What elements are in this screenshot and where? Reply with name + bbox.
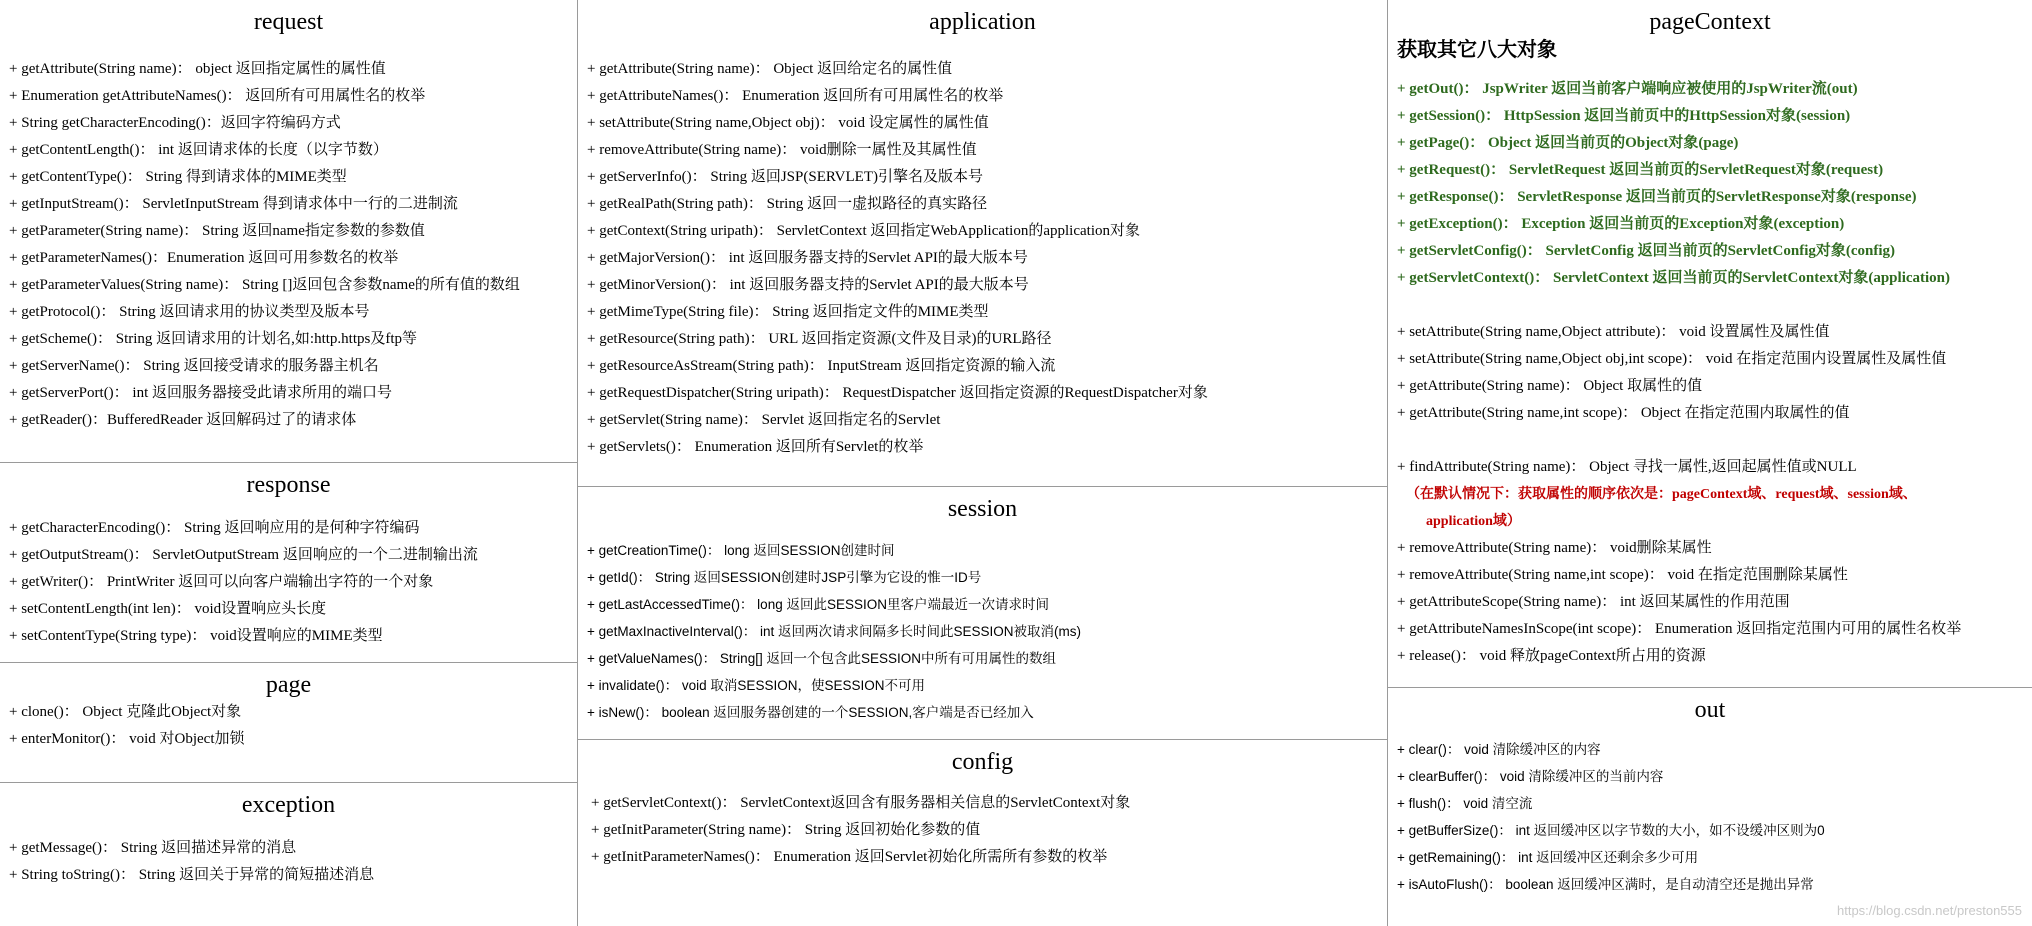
method-item: + getParameterNames()：Enumeration 返回可用参数名的枚举 (9, 250, 399, 266)
method-item: + getRequest()： ServletRequest 返回当前页的ServletRequest对象(request) (1397, 162, 1884, 178)
method-item: + setContentType(String type)： void设置响应的MIME类型 (9, 628, 383, 644)
config-box (578, 740, 1387, 926)
method-item: + removeAttribute(String name,int scope)： void 在指定范围删除某属性 (1397, 567, 1848, 583)
session-box (578, 487, 1387, 740)
method-item: + getMaxInactiveInterval()： int 返回两次请求间隔多长时间此SESSION被取消(ms) (587, 624, 1081, 639)
method-item: + release()： void 释放pageContext所占用的资源 (1397, 648, 1706, 664)
method-item: + String toString()： String 返回关于异常的简短描述消息 (9, 867, 375, 883)
response-list (0, 515, 577, 650)
method-item: + getParameterValues(String name)： String []返回包含参数name的所有值的数组 (9, 277, 520, 293)
application-list (578, 56, 1387, 461)
method-item: + getServerName()： String 返回接受请求的服务器主机名 (9, 358, 379, 374)
method-item: + getInputStream()： ServletInputStream 得到请求体中一行的二进制流 (9, 196, 458, 212)
method-item: + getMimeType(String file)： String 返回指定文件的MIME类型 (587, 304, 989, 320)
method-item: + getRealPath(String path)： String 返回一虚拟路径的真实路径 (587, 196, 988, 212)
method-item: + getAttribute(String name)： Object 返回给定名的属性值 (587, 61, 953, 77)
method-item: + getServletContext()： ServletContext 返回当前页的ServletContext对象(application) (1397, 270, 1951, 286)
method-item: + Enumeration getAttributeNames()： 返回所有可用属性名的枚举 (9, 88, 426, 104)
pagecontext-box (1388, 0, 2032, 688)
method-item: + getException()： Exception 返回当前页的Exception对象(exception) (1397, 216, 1845, 232)
method-item: + removeAttribute(String name)： void删除某属性 (1397, 540, 1712, 556)
pagecontext-subtitle: 获取其它八大对象 (1397, 39, 1557, 61)
method-item: + getAttribute(String name,int scope)： Object 在指定范围内取属性的值 (1397, 405, 1850, 421)
method-item: + getPage()： Object 返回当前页的Object对象(page) (1397, 135, 1739, 151)
method-item: + getResourceAsStream(String path)： InputStream 返回指定资源的输入流 (587, 358, 1056, 374)
out-title: out (1694, 697, 1726, 723)
method-item: + clone()： Object 克隆此Object对象 (9, 704, 242, 720)
method-item: + enterMonitor()： void 对Object加锁 (9, 731, 245, 747)
method-item: + flush()： void 清空流 (1397, 796, 1533, 811)
pagecontext-remove-list (1388, 535, 2032, 670)
method-item: + invalidate()： void 取消SESSION，使SESSION不可用 (587, 678, 925, 693)
method-item: + getReader()：BufferedReader 返回解码过了的请求体 (9, 412, 357, 428)
method-item: + getServerInfo()： String 返回JSP(SERVLET)引擎名及版本号 (587, 169, 983, 185)
method-item: + removeAttribute(String name)： void删除一属性及其属性值 (587, 142, 977, 158)
method-item: + setContentLength(int len)： void设置响应头长度 (9, 601, 327, 617)
method-item: + getInitParameterNames()： Enumeration 返回Servlet初始化所需所有参数的枚举 (591, 849, 1108, 865)
method-item: + getContentType()： String 得到请求体的MIME类型 (9, 169, 347, 185)
method-item: + getLastAccessedTime()： long 返回此SESSION里客户端最近一次请求时间 (587, 597, 1049, 612)
method-item: + getProtocol()： String 返回请求用的协议类型及版本号 (9, 304, 370, 320)
pagecontext-attribute-list (1388, 319, 2032, 427)
page-list (0, 699, 577, 753)
method-item: + getContentLength()： int 返回请求体的长度（以字节数） (9, 142, 388, 158)
method-item: + getServerPort()： int 返回服务器接受此请求所用的端口号 (9, 385, 393, 401)
method-item: + getMinorVersion()： int 返回服务器支持的Servlet API的最大版本号 (587, 277, 1029, 293)
method-item: + getResponse()： ServletResponse 返回当前页的ServletResponse对象(response) (1397, 189, 1917, 205)
method-item: + setAttribute(String name,Object obj)： void 设定属性的属性值 (587, 115, 989, 131)
config-list (578, 790, 1387, 871)
method-item: + getWriter()： PrintWriter 返回可以向客户端输出字符的一个对象 (9, 574, 434, 590)
method-item: + getValueNames()： String[] 返回一个包含此SESSION中所有可用属性的数组 (587, 651, 1056, 666)
session-title: session (947, 496, 1018, 522)
config-title: config (951, 749, 1014, 775)
watermark: https://blog.csdn.net/preston555 (1836, 903, 2022, 918)
method-item: + getContext(String uripath)： ServletContext 返回指定WebApplication的application对象 (587, 223, 1140, 239)
session-list (578, 537, 1387, 726)
column-left (0, 0, 577, 926)
method-item: + getAttribute(String name)： Object 取属性的值 (1397, 378, 1703, 394)
method-item: + getCharacterEncoding()： String 返回响应用的是何种字符编码 (9, 520, 420, 536)
method-item: + getServlets()： Enumeration 返回所有Servlet的枚举 (587, 439, 924, 455)
method-item: + getAttribute(String name)： object 返回指定属性的属性值 (9, 61, 386, 77)
application-box (578, 0, 1387, 487)
column-right (1388, 0, 2032, 926)
exception-title: exception (241, 792, 336, 818)
pagecontext-title: pageContext (1649, 9, 1771, 35)
method-item: + getRemaining()： int 返回缓冲区还剩余多少可用 (1397, 850, 1699, 865)
response-box (0, 463, 577, 663)
out-box (1388, 688, 2032, 926)
application-title: application (929, 9, 1036, 35)
method-item: + getMajorVersion()： int 返回服务器支持的Servlet API的最大版本号 (587, 250, 1028, 266)
scope-order-note-cont: application域） (1426, 514, 1521, 529)
method-item: + setAttribute(String name,Object attribute)： void 设置属性及属性值 (1397, 324, 1830, 340)
method-item: + isNew()： boolean 返回服务器创建的一个SESSION,客户端是否已经加入 (587, 705, 1034, 720)
method-item: + getCreationTime()： long 返回SESSION创建时间 (587, 543, 895, 558)
page-title: page (265, 672, 312, 698)
find-attribute-item: + findAttribute(String name)： Object 寻找一属性,返回起属性值或NULL (1397, 459, 1857, 475)
method-item: + getInitParameter(String name)： String 返回初始化参数的值 (591, 822, 981, 838)
method-item: + getAttributeScope(String name)： int 返回某属性的作用范围 (1397, 594, 1790, 610)
method-item: + getAttributeNames()： Enumeration 返回所有可用属性名的枚举 (587, 88, 1004, 104)
method-item: + getServlet(String name)： Servlet 返回指定名的Servlet (587, 412, 941, 428)
method-item: + setAttribute(String name,Object obj,int scope)： void 在指定范围内设置属性及属性值 (1397, 351, 1947, 367)
method-item: + getMessage()： String 返回描述异常的消息 (9, 840, 297, 856)
method-item: + getAttributeNamesInScope(int scope)： Enumeration 返回指定范围内可用的属性名枚举 (1397, 621, 1962, 637)
exception-box (0, 783, 577, 926)
pagecontext-getters-list (1388, 76, 2032, 292)
method-item: + clearBuffer()： void 清除缓冲区的当前内容 (1397, 769, 1664, 784)
method-item: + getParameter(String name)： String 返回name指定参数的参数值 (9, 223, 425, 239)
method-item: + getRequestDispatcher(String uripath)： RequestDispatcher 返回指定资源的RequestDispatcher对象 (587, 385, 1208, 401)
method-item: + getBufferSize()： int 返回缓冲区以字节数的大小，如不设缓冲区则为0 (1397, 823, 1825, 838)
exception-list (0, 835, 577, 889)
method-item: + getResource(String path)： URL 返回指定资源(文件及目录)的URL路径 (587, 331, 1052, 347)
method-item: + getServletContext()： ServletContext返回含有服务器相关信息的ServletContext对象 (591, 795, 1131, 811)
request-list (0, 56, 577, 434)
method-item: + getOut()： JspWriter 返回当前客户端响应被使用的JspWriter流(out) (1397, 81, 1858, 97)
method-item: + getScheme()： String 返回请求用的计划名,如:http.https及ftp等 (9, 331, 418, 347)
method-item: + getServletConfig()： ServletConfig 返回当前页的ServletConfig对象(config) (1397, 243, 1896, 259)
page-box (0, 663, 577, 783)
method-item: + getId()： String 返回SESSION创建时JSP引擎为它设的惟一ID号 (587, 570, 982, 585)
column-middle (578, 0, 1387, 926)
request-box (0, 0, 577, 463)
method-item: + getSession()： HttpSession 返回当前页中的HttpSession对象(session) (1397, 108, 1851, 124)
scope-order-note: （在默认情况下：获取属性的顺序依次是：pageContext域、request域、session域、 (1406, 487, 1917, 502)
request-title: request (253, 9, 324, 35)
response-title: response (246, 472, 331, 498)
method-item: + getOutputStream()： ServletOutputStream 返回响应的一个二进制输出流 (9, 547, 478, 563)
method-item: + String getCharacterEncoding()：返回字符编码方式 (9, 115, 341, 131)
method-item: + isAutoFlush()： boolean 返回缓冲区满时，是自动清空还是抛出异常 (1397, 877, 1814, 892)
method-item: + clear()： void 清除缓冲区的内容 (1397, 742, 1601, 757)
out-list (1388, 736, 2032, 898)
